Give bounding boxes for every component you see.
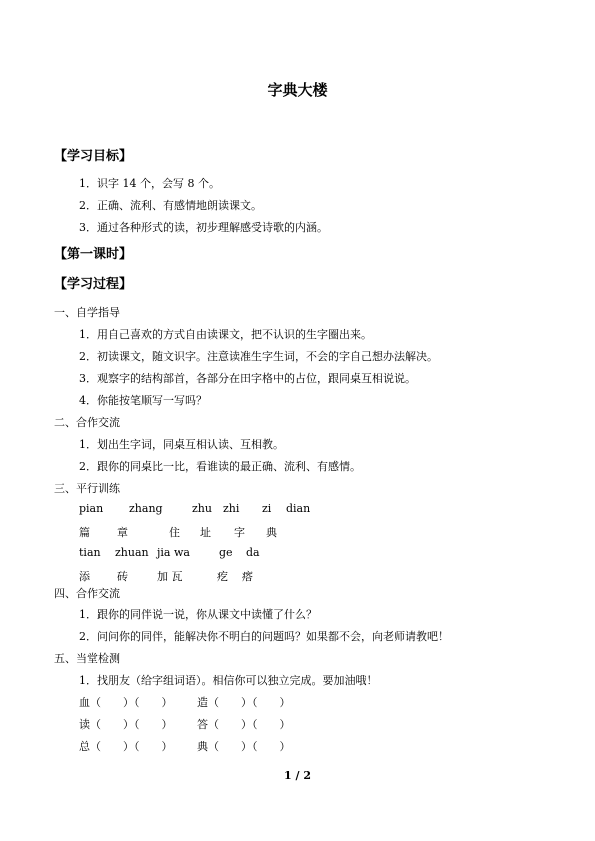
word-blank: 血（ ）（ ） xyxy=(79,696,173,709)
chinese-char: 篇 xyxy=(79,526,90,539)
goal-item: 2．正确、流利、有感情地朗读课文。 xyxy=(79,199,262,212)
chinese-char: 字 xyxy=(234,526,245,539)
page-title: 字典大楼 xyxy=(267,81,328,99)
list-item: 1．用自己喜欢的方式自由读课文，把不认识的生字圈出来。 xyxy=(79,328,372,341)
section-title: 四、合作交流 xyxy=(54,587,120,600)
pinyin: zhi xyxy=(223,502,240,515)
chinese-char: 砖 xyxy=(117,570,128,583)
list-item: 1．找朋友（给字组词语）。相信你可以独立完成。要加油哦！ xyxy=(79,674,378,687)
list-item: 3．观察字的结构部首，各部分在田字格中的占位，跟同桌互相说说。 xyxy=(79,372,416,385)
pinyin: zhu xyxy=(192,502,212,515)
section-title: 二、合作交流 xyxy=(54,416,120,429)
chinese-char: 住 xyxy=(169,526,180,539)
pinyin: zi xyxy=(262,502,272,515)
list-item: 1．划出生字词，同桌互相认读、互相教。 xyxy=(79,438,284,451)
section-title: 三、平行训练 xyxy=(54,482,120,495)
word-blank: 总（ ）（ ） xyxy=(79,740,173,753)
chinese-char: 加 瓦 xyxy=(157,570,183,583)
goals-heading: 【学习目标】 xyxy=(54,149,133,164)
chinese-char: 瘩 xyxy=(242,570,253,583)
word-blank: 答（ ）（ ） xyxy=(197,718,291,731)
list-item: 1．跟你的同伴说一说，你从课文中读懂了什么？ xyxy=(79,608,317,621)
chinese-char: 典 xyxy=(266,526,277,539)
goal-item: 3．通过各种形式的读，初步理解感受诗歌的内涵。 xyxy=(79,221,328,234)
pinyin: tian xyxy=(79,546,101,559)
section-title: 五、当堂检测 xyxy=(54,652,120,665)
section-title: 一、自学指导 xyxy=(54,306,120,319)
list-item: 2．跟你的同桌比一比，看谁读的最正确、流利、有感情。 xyxy=(79,460,361,473)
pinyin: zhuan xyxy=(115,546,149,559)
lesson-heading: 【第一课时】 xyxy=(54,247,133,262)
pinyin: da xyxy=(246,546,260,559)
pinyin: dian xyxy=(286,502,311,515)
list-item: 4．你能按笔顺写一写吗？ xyxy=(79,394,207,407)
chinese-char: 疙 xyxy=(217,570,228,583)
chinese-char: 章 xyxy=(117,526,128,539)
pinyin: ge xyxy=(219,546,233,559)
page-number: 1 / 2 xyxy=(284,769,311,782)
pinyin: pian xyxy=(79,502,104,515)
list-item: 2．初读课文，随文识字。注意读准生字生词，不会的字自己想办法解决。 xyxy=(79,350,438,363)
word-blank: 读（ ）（ ） xyxy=(79,718,173,731)
chinese-char: 址 xyxy=(200,526,211,539)
chinese-char: 添 xyxy=(79,570,90,583)
pinyin: jia wa xyxy=(157,546,190,559)
list-item: 2．问问你的同伴，能解决你不明白的问题吗？如果都不会，向老师请教吧！ xyxy=(79,630,449,643)
word-blank: 典（ ）（ ） xyxy=(197,740,291,753)
goal-item: 1．识字 14 个，会写 8 个。 xyxy=(79,177,220,190)
process-heading: 【学习过程】 xyxy=(54,277,133,292)
pinyin: zhang xyxy=(129,502,163,515)
word-blank: 造（ ）（ ） xyxy=(197,696,291,709)
